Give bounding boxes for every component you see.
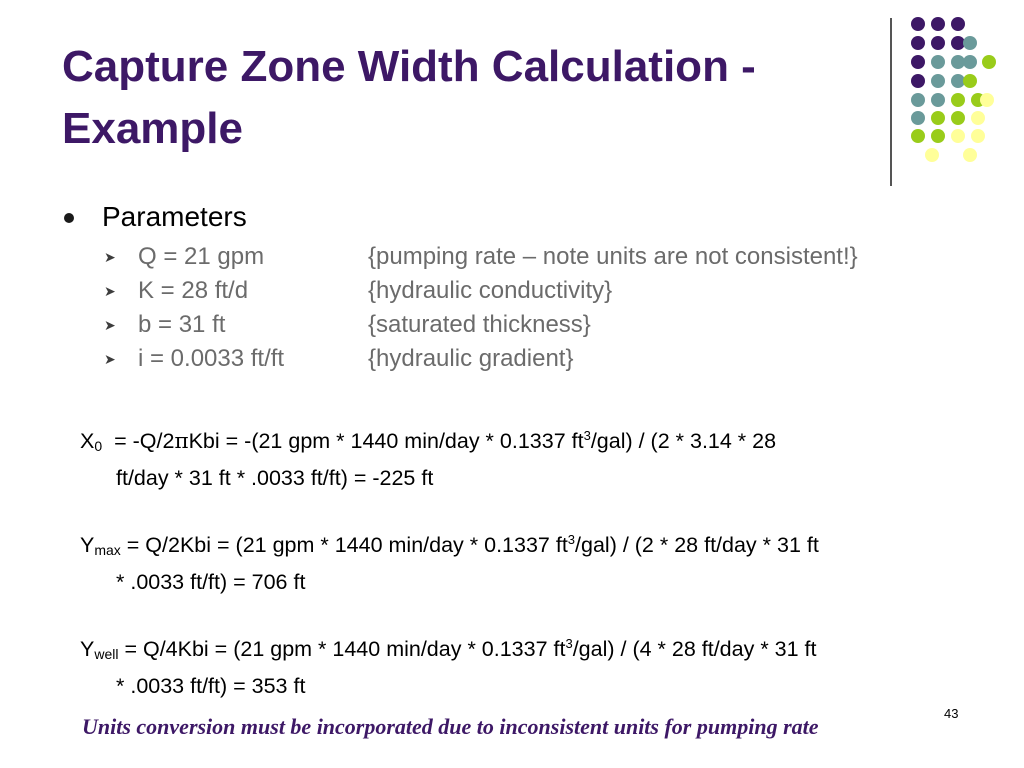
decor-dot [911,129,925,143]
formula-ywell [80,628,980,702]
footnote: Units conversion must be incorporated due to inconsistent units for pumping rate [82,714,819,739]
decor-dot [931,55,945,69]
formula-superscript: 3 [583,428,591,443]
formula-text: = -Q/2 [102,429,175,453]
arrow-bullet-icon: ➤ [104,283,116,299]
formula-text: = Q/2Kbi = (21 gpm * 1440 min/day * 0.1337 ft [120,533,568,557]
parameter-row [104,240,984,274]
decor-dot [951,17,965,31]
parameter-value: b = 31 ft [138,311,226,338]
parameter-row [104,342,984,376]
parameter-description: {saturated thickness} [368,311,591,338]
parameter-value: Q = 21 gpm [138,243,265,270]
decor-dot [980,93,994,107]
formula-variable: Y [80,637,95,661]
formula-subscript: 0 [94,438,103,454]
decor-dot [911,111,925,125]
decor-dot [911,74,925,88]
parameter-row [104,274,984,308]
decor-dot [931,129,945,143]
formula-superscript: 3 [565,636,573,651]
decor-dot [931,93,945,107]
parameter-description: {hydraulic gradient} [368,345,574,372]
formula-x0 [80,420,980,494]
formula-subscript: well [94,646,119,662]
formula-variable: Y [80,533,95,557]
decor-dot [963,148,977,162]
decor-dot [911,93,925,107]
decor-dot [931,17,945,31]
arrow-bullet-icon: ➤ [104,249,116,265]
decor-dot [971,129,985,143]
title-line-2: Example [62,104,243,153]
formula-ymax [80,524,980,598]
decor-dot [931,36,945,50]
parameter-row [104,308,984,342]
formula-text: /gal) / (4 * 28 ft/day * 31 ft [572,637,817,661]
formula-text: /gal) / (2 * 28 ft/day * 31 ft [575,533,819,557]
decor-dot [911,55,925,69]
bullet-label: Parameters [102,201,247,232]
decor-dot [963,55,977,69]
parameter-value: K = 28 ft/d [138,277,249,304]
title-line-1: Capture Zone Width Calculation - [62,42,756,91]
formula-superscript: 3 [567,532,576,547]
formula-continuation: * .0033 ft/ft) = 353 ft [116,674,306,698]
formula-continuation: * .0033 ft/ft) = 706 ft [116,570,306,594]
parameter-description: {hydraulic conductivity} [368,277,613,304]
formula-text: /gal) / (2 * 3.14 * 28 [590,429,777,453]
decor-dot [951,129,965,143]
decorative-dot-grid [0,0,1024,200]
decor-dot [911,36,925,50]
decor-dot [971,111,985,125]
parameter-value: i = 0.0033 ft/ft [138,345,285,372]
decor-dot [963,36,977,50]
arrow-bullet-icon: ➤ [104,317,116,333]
formula-continuation: ft/day * 31 ft * .0033 ft/ft) = -225 ft [116,466,434,490]
formula-text: Kbi = -(21 gpm * 1440 min/day * 0.1337 ft [188,429,584,453]
pi-symbol: π [174,429,189,454]
arrow-bullet-icon: ➤ [104,351,116,367]
decor-dot [963,74,977,88]
decor-dot [931,74,945,88]
decor-dot [911,17,925,31]
decor-dot [925,148,939,162]
formula-variable: X [80,429,95,453]
parameter-description: {pumping rate – note units are not consistent!} [368,243,858,270]
decor-dot [982,55,996,69]
formula-subscript: max [94,542,121,558]
decor-dot [951,93,965,107]
formula-text: = Q/4Kbi = (21 gpm * 1440 min/day * 0.1337 ft [118,637,566,661]
decor-dot [931,111,945,125]
bullet-dot-icon [64,213,74,223]
decor-dot [951,111,965,125]
page-number: 43 [944,706,959,721]
